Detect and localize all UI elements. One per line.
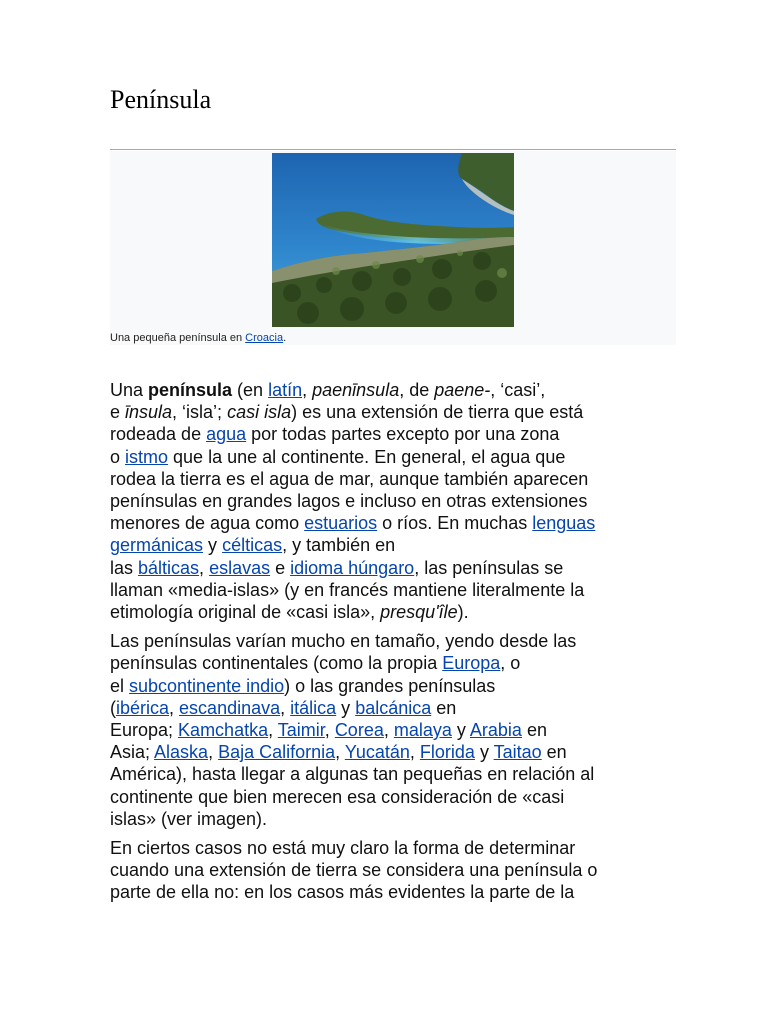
link-lenguas-germanicas[interactable]: germánicas [110,535,204,556]
text-line [110,763,680,785]
text-run: menores de agua como [110,513,305,534]
text-run: , ‘casi’, [490,380,546,400]
italic-term: paenīnsula [312,380,400,400]
italic-term: presqu'île [380,602,458,623]
paragraph-intro [110,379,680,623]
link-idioma-hungaro[interactable]: idioma húngaro [290,557,415,578]
text-line [110,881,680,903]
text-run: , [409,742,420,763]
text-line [110,379,680,401]
text-run: cuando una extensión de tierra se considera una península o [110,860,598,881]
link-kamchatka[interactable]: Kamchatka [178,720,269,741]
text-run: continente que bien merecen esa consideración de «casi [110,786,565,807]
text-run: (en [232,380,269,400]
text-run: ) o las grandes penínsulas [284,675,496,696]
italic-term: casi isla [227,402,292,423]
text-line [110,652,680,674]
text-line [110,837,680,859]
link-malaya[interactable]: malaya [393,720,452,741]
text-run: Una [110,380,149,400]
peninsula-photo [272,153,514,327]
link-italica[interactable]: itálica [290,697,337,718]
text-line [110,697,680,719]
link-croacia[interactable]: Croacia [245,332,284,344]
bold-term: península [148,380,233,400]
text-run: etimología original de «casi isla», [110,602,381,623]
link-alaska[interactable]: Alaska [154,742,209,763]
text-run: , [335,742,345,763]
link-florida[interactable]: Florida [419,742,475,763]
figure-box [110,151,676,345]
link-escandinava[interactable]: escandinava [179,697,281,718]
link-eslavas[interactable]: eslavas [209,557,271,578]
link-agua[interactable]: agua [206,424,247,445]
text-run: en [521,720,547,741]
link-balcanica[interactable]: balcánica [355,697,432,718]
text-run: rodeada de [110,424,207,445]
page-title: Península [110,85,212,114]
text-run: que la une al continente. En general, el agua que [168,446,566,467]
text-run: o ríos. En muchas [377,513,533,534]
text-run: islas» (ver imagen). [110,808,268,829]
italic-term: īnsula [125,402,173,423]
link-europa[interactable]: Europa [442,653,501,674]
link-yucatan[interactable]: Yucatán [344,742,410,763]
text-run: y [203,535,223,556]
text-line [110,557,680,579]
caption-text: Una pequeña península en [110,332,246,344]
text-run: , [268,720,278,741]
text-run: , de [399,380,435,400]
text-run: y [336,697,356,718]
section-divider [110,149,676,150]
link-istmo[interactable]: istmo [125,446,169,467]
text-run: , [280,697,291,718]
text-run: , [302,380,313,400]
link-corea[interactable]: Corea [334,720,384,741]
text-line [110,468,680,490]
text-line [110,579,680,601]
text-run: el [110,675,130,696]
text-run: , y también en [282,535,396,556]
text-run: y [474,742,494,763]
link-baja-california[interactable]: Baja California [218,742,336,763]
text-run: o [110,446,126,467]
text-line [110,601,680,623]
text-line [110,401,680,423]
link-taitao[interactable]: Taitao [493,742,542,763]
text-line [110,808,680,830]
text-run: , las penínsulas se [414,557,564,578]
paragraph-sizes [110,630,680,830]
paragraph-criteria [110,837,680,904]
text-line [110,630,680,652]
link-celticas[interactable]: célticas [222,535,283,556]
text-run: Asia; [110,742,155,763]
figure-caption [110,331,286,345]
text-line [110,719,680,741]
text-run: ( [110,697,116,718]
text-run: ). [457,602,469,623]
text-run: parte de ella no: en los casos más evidentes la parte de la [110,882,575,903]
link-subcontinente-indio[interactable]: subcontinente indio [129,675,285,696]
text-line [110,786,680,808]
text-line [110,534,680,556]
text-line [110,423,680,445]
text-run: penínsulas en grandes lagos e incluso en otras extensiones [110,491,588,512]
link-balticas[interactable]: bálticas [138,557,200,578]
italic-term: paene- [434,380,491,400]
text-run: , [208,742,219,763]
text-run: e [110,402,126,423]
link-iberica[interactable]: ibérica [116,697,170,718]
link-estuarios[interactable]: estuarios [304,513,378,534]
caption-period: . [283,332,287,344]
text-run: e [270,557,291,578]
text-run: , [169,697,180,718]
text-run: en [431,697,457,718]
text-run: llaman «media-islas» (y en francés mantiene literalmente la [110,579,585,600]
link-taimir[interactable]: Taimir [277,720,325,741]
text-line [110,859,680,881]
text-run: , o [500,653,521,674]
text-run: y [451,720,470,741]
text-run: rodea la tierra es el agua de mar, aunque también aparecen [110,468,589,489]
text-line [110,446,680,468]
text-run: ) es una extensión de tierra que está [291,402,584,423]
text-line [110,490,680,512]
text-run: , [199,557,210,578]
text-run: , [383,720,394,741]
text-run: América), hasta llegar a algunas tan pequeñas en relación al [110,764,595,785]
text-run: en [541,742,567,763]
text-run: Las penínsulas varían mucho en tamaño, yendo desde las [110,631,577,652]
article-body [110,379,680,911]
link-arabia[interactable]: Arabia [469,720,522,741]
text-line [110,741,680,763]
text-line [110,512,680,534]
text-run: En ciertos casos no está muy claro la forma de determinar [110,838,576,859]
text-run: las [110,557,139,578]
text-run: por todas partes excepto por una zona [246,424,560,445]
text-run: Europa; [110,720,179,741]
text-line [110,675,680,697]
text-run: , [324,720,335,741]
text-run: penínsulas continentales (como la propia [110,653,443,674]
text-run: , ‘isla’; [172,402,228,423]
link-latin[interactable]: latín [268,380,303,400]
link-lenguas-germanicas[interactable]: lenguas [532,513,596,534]
